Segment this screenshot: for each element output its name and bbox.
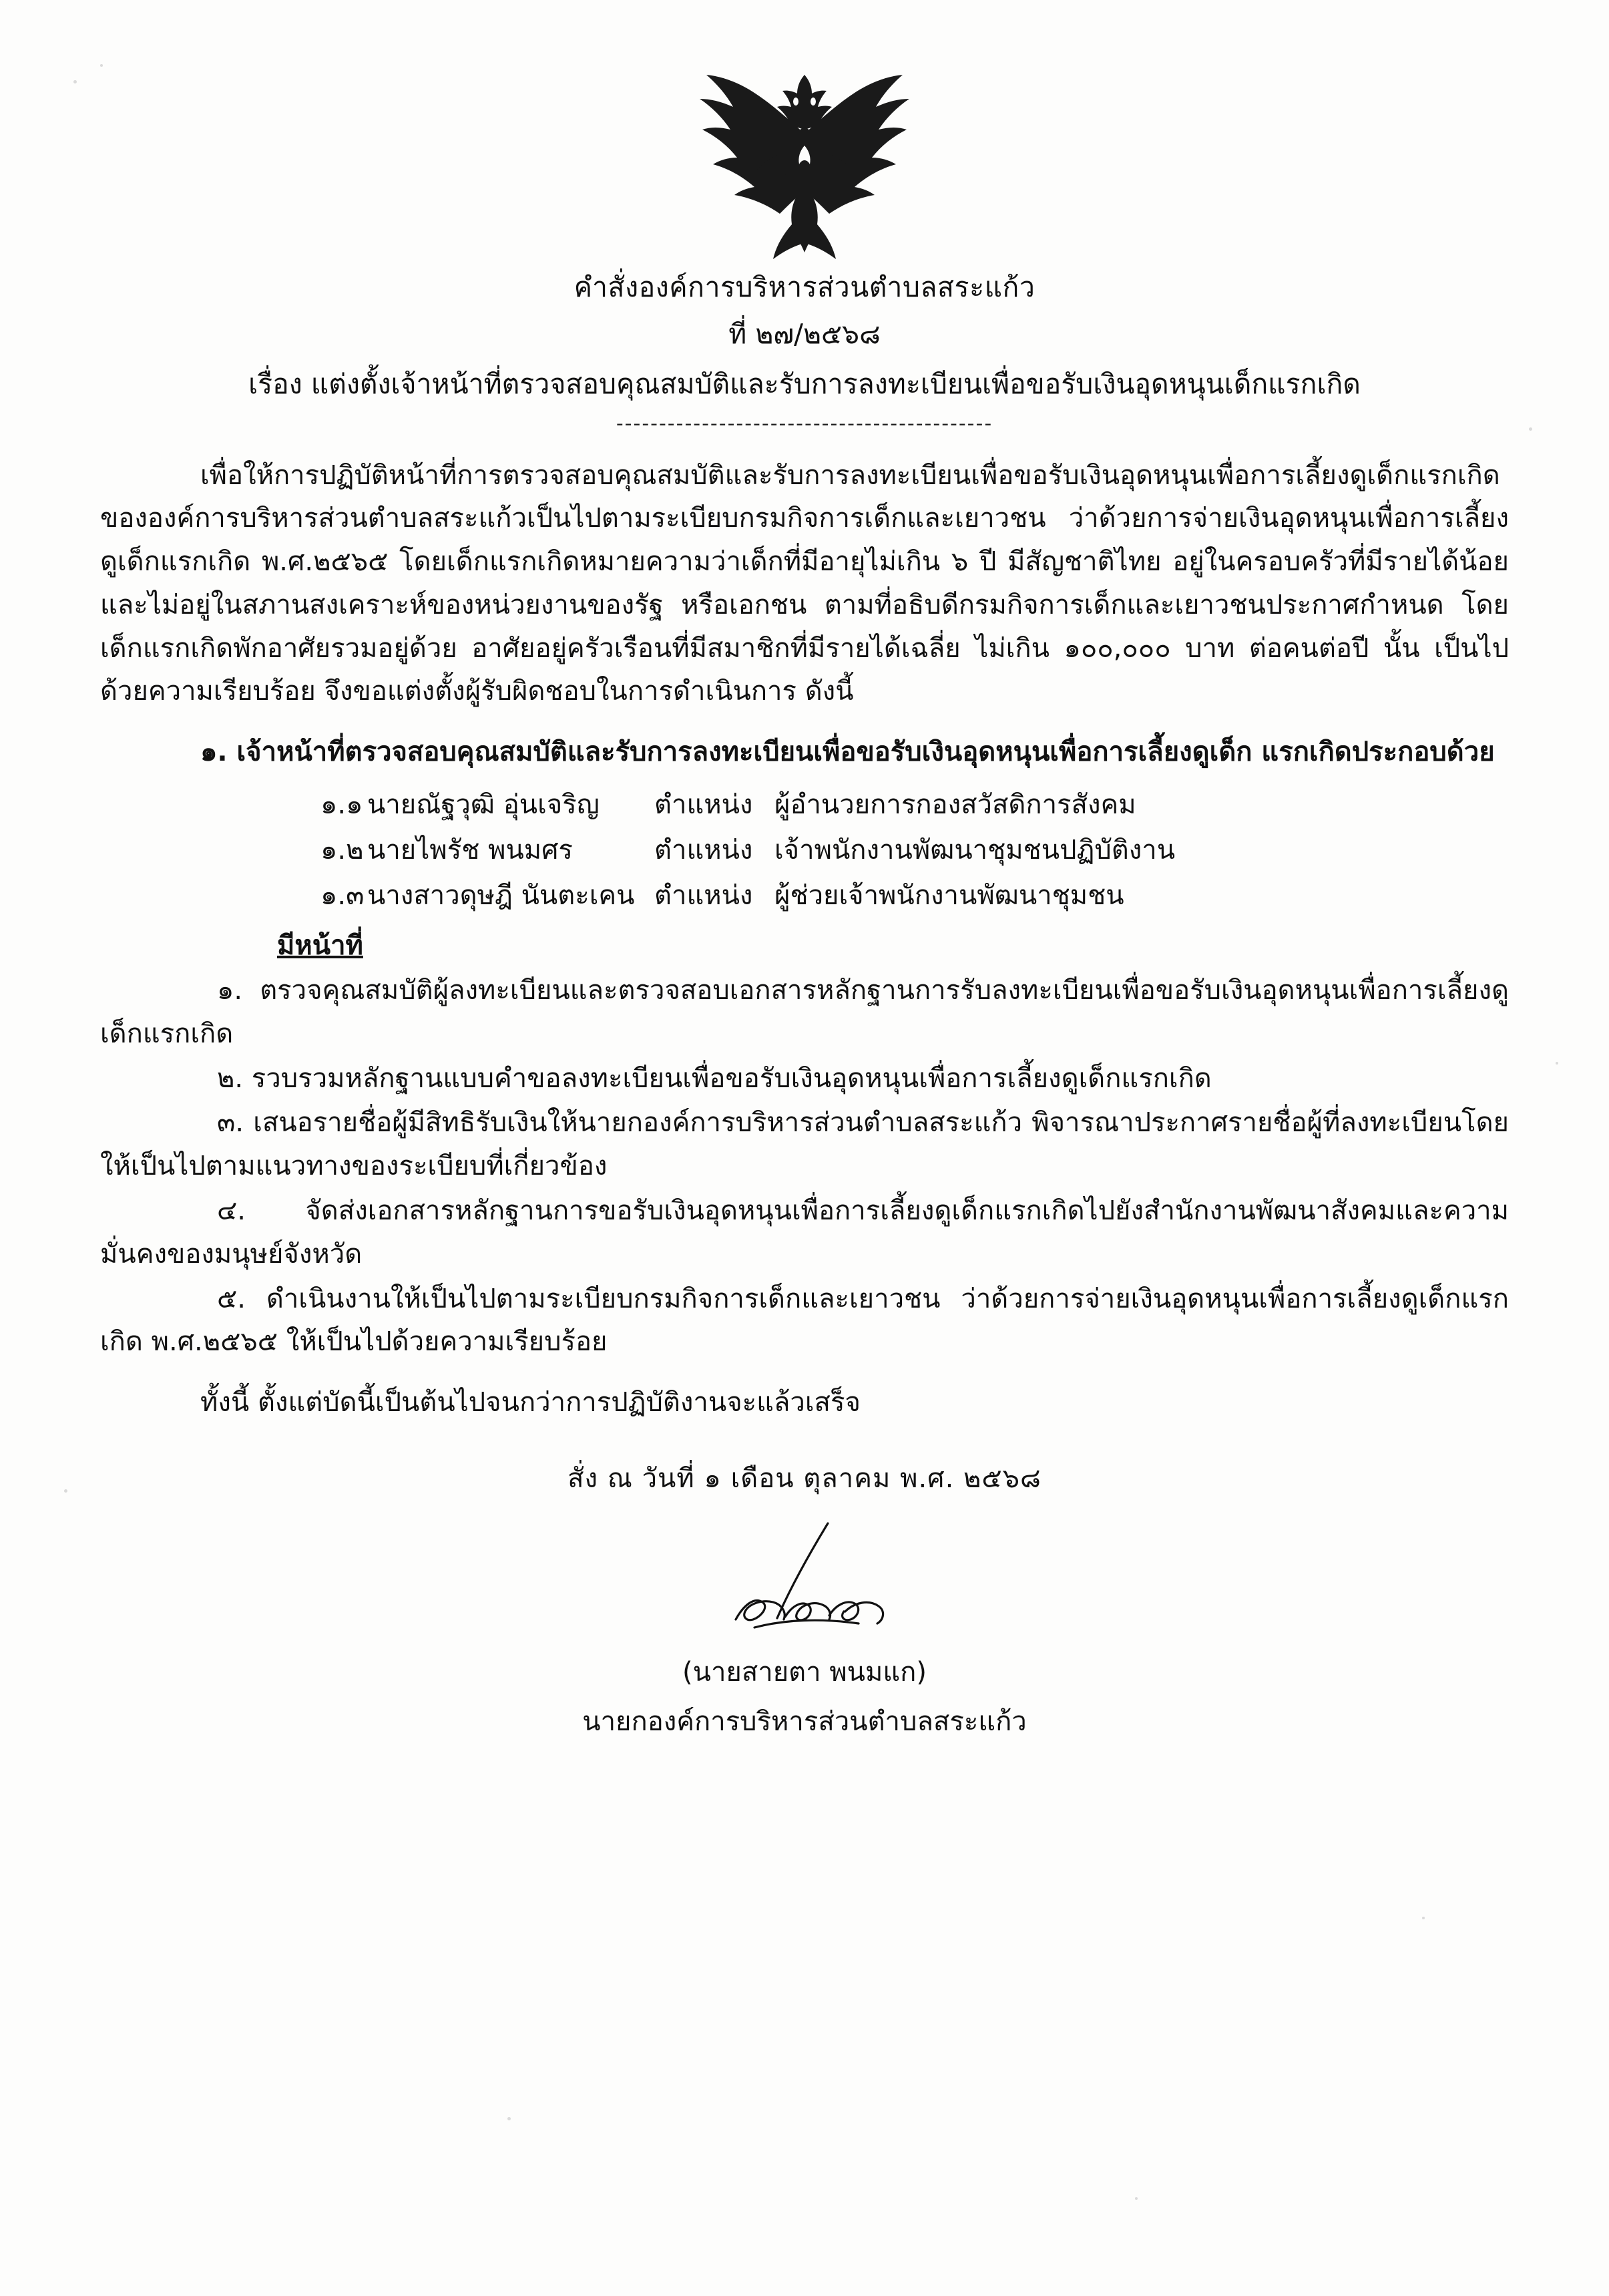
scan-speck — [1556, 1062, 1558, 1065]
signature-area — [100, 1519, 1509, 1646]
officer-position: เจ้าพนักงานพัฒนาชุมชนปฏิบัติงาน — [774, 835, 1176, 866]
officer-position-label: ตำแหน่ง — [654, 789, 753, 821]
officer-position-label: ตำแหน่ง — [654, 880, 753, 912]
scan-speck — [100, 64, 103, 67]
scan-speck — [1529, 427, 1532, 431]
officer-row — [100, 873, 1509, 918]
scan-speck — [507, 2117, 511, 2120]
preamble — [100, 454, 1509, 714]
duty-item: ๒. รวบรวมหลักฐานแบบคำขอลงทะเบียนเพื่อขอรับเงินอุดหนุนเพื่อการเลี้ยงดูเด็กแรกเกิด — [217, 1063, 1212, 1094]
scan-speck — [1422, 1917, 1425, 1919]
document-heading — [100, 267, 1509, 405]
officer-position: ผู้อำนวยการกองสวัสดิการสังคม — [774, 789, 1136, 821]
officer-position-label: ตำแหน่ง — [654, 835, 753, 866]
signer-name: (นายสายตา พนมแก) — [682, 1657, 927, 1688]
document-subject: เรื่อง แต่งตั้งเจ้าหน้าที่ตรวจสอบคุณสมบัติและรับการลงทะเบียนเพื่อขอรับเงินอุดหนุนเด็กแรกเกิด — [248, 368, 1361, 400]
handwritten-signature — [661, 1519, 948, 1646]
officer-name: นายณัฐวุฒิ อุ่นเจริญ — [367, 789, 600, 821]
scan-speck — [1135, 2197, 1138, 2200]
officer-list — [100, 782, 1509, 918]
divider: -------------------------------------------- — [616, 411, 993, 435]
section-1-heading-text: ๑. เจ้าหน้าที่ตรวจสอบคุณสมบัติและรับการลงทะเบียนเพื่อขอรับเงินอุดหนุนเพื่อการเลี้ยงดูเด็ก แรกเกิดประกอบด้วย — [200, 737, 1495, 768]
document-number: ที่ ๒๗/๒๕๖๘ — [728, 317, 881, 350]
duties-heading: มีหน้าที่ — [277, 930, 363, 962]
order-date: สั่ง ณ วันที่ ๑ เดือน ตุลาคม พ.ศ. ๒๕๖๘ — [567, 1463, 1042, 1495]
duty-item: ๕. ดำเนินงานให้เป็นไปตามระเบียบกรมกิจการเด็กและเยาวชน ว่าด้วยการจ่ายเงินอุดหนุนเพื่อการเลี้ยงดูเด็กแรกเกิด พ.ศ.๒๕๖๕ ให้เป็นไปด้วยความเรียบร้อย — [100, 1283, 1509, 1358]
officer-row — [100, 827, 1509, 873]
duty-item: ๔. จัดส่งเอกสารหลักฐานการขอรับเงินอุดหนุนเพื่อการเลี้ยงดูเด็กแรกเกิดไปยังสำนักงานพัฒนาสังคมและความมั่นคงของมนุษย์จังหวัด — [100, 1195, 1509, 1270]
preamble-paragraph: เพื่อให้การปฏิบัติหน้าที่การตรวจสอบคุณสมบัติและรับการลงทะเบียนเพื่อขอรับเงินอุดหนุนเพื่อการเลี้ยงดูเด็กแรกเกิดขององค์การบริหารส่วนตำบลสระแก้วเป็นไปตามระเบียบกรมกิจการเด็กและเยาวชน ว่าด้วยการจ่ายเงินอุดหนุนเพื่อการเลี้ยงดูเด็กแรกเกิด พ.ศ.๒๕๖๕ โดยเด็กแรกเกิดหมายความว่าเด็กที่มีอายุไม่เกิน ๖ ปี มีสัญชาติไทย อยู่ในครอบครัวที่มีรายได้น้อย และไม่อยู่ในสภานสงเคราะห์ของหน่วยงานของรัฐ หรือเอกชน ตามที่อธิบดีกรมกิจการเด็กและเยาวชนประกาศกำหนด โดยเด็กแรกเกิดพักอาศัยรวมอยู่ด้วย อาศัยอยู่ครัวเรือนที่มีสมาชิกที่มีรายได้เฉลี่ย ไม่เกิน ๑๐๐,๐๐๐ บาท ต่อคนต่อปี นั้น เป็นไปด้วยความเรียบร้อย จึงขอแต่งตั้งผู้รับผิดชอบในการดำเนินการ ดังนี้ — [100, 459, 1509, 707]
officer-number: ๑.๓ — [320, 880, 365, 912]
officer-position: ผู้ช่วยเจ้าพนักงานพัฒนาชุมชน — [774, 880, 1124, 912]
closing-statement: ทั้งนี้ ตั้งแต่บัดนี้เป็นต้นไปจนกว่าการปฏิบัติงานจะแล้วเสร็จ — [200, 1387, 861, 1418]
duty-item: ๑. ตรวจคุณสมบัติผู้ลงทะเบียนและตรวจสอบเอกสารหลักฐานการรับลงทะเบียนเพื่อขอรับเงินอุดหนุนเพื่อการเลี้ยงดูเด็กแรกเกิด — [100, 975, 1509, 1049]
signer-position: นายกองค์การบริหารส่วนตำบลสระแก้ว — [582, 1706, 1027, 1738]
officer-row — [100, 782, 1509, 827]
officer-name: นายไพรัช พนมศร — [367, 835, 573, 866]
emblem-container — [100, 60, 1509, 260]
duty-item: ๓. เสนอรายชื่อผู้มีสิทธิรับเงินให้นายกองค์การบริหารส่วนตำบลสระแก้ว พิจารณาประกาศรายชื่อผู้ที่ลงทะเบียนโดยให้เป็นไปตามแนวทางของระเบียบที่เกี่ยวข้อง — [100, 1107, 1509, 1182]
scan-speck — [73, 80, 77, 83]
scan-speck — [64, 1489, 67, 1493]
officer-number: ๑.๑ — [320, 789, 363, 821]
garuda-emblem — [694, 60, 915, 260]
signature-block — [100, 1519, 1509, 1742]
duties-list — [100, 969, 1509, 1364]
document-title: คำสั่งองค์การบริหารส่วนตำบลสระแก้ว — [573, 271, 1036, 303]
section-1-heading — [100, 731, 1509, 774]
officer-number: ๑.๒ — [320, 835, 364, 866]
officer-name: นางสาวดุษฎี นันตะเคน — [367, 880, 635, 912]
